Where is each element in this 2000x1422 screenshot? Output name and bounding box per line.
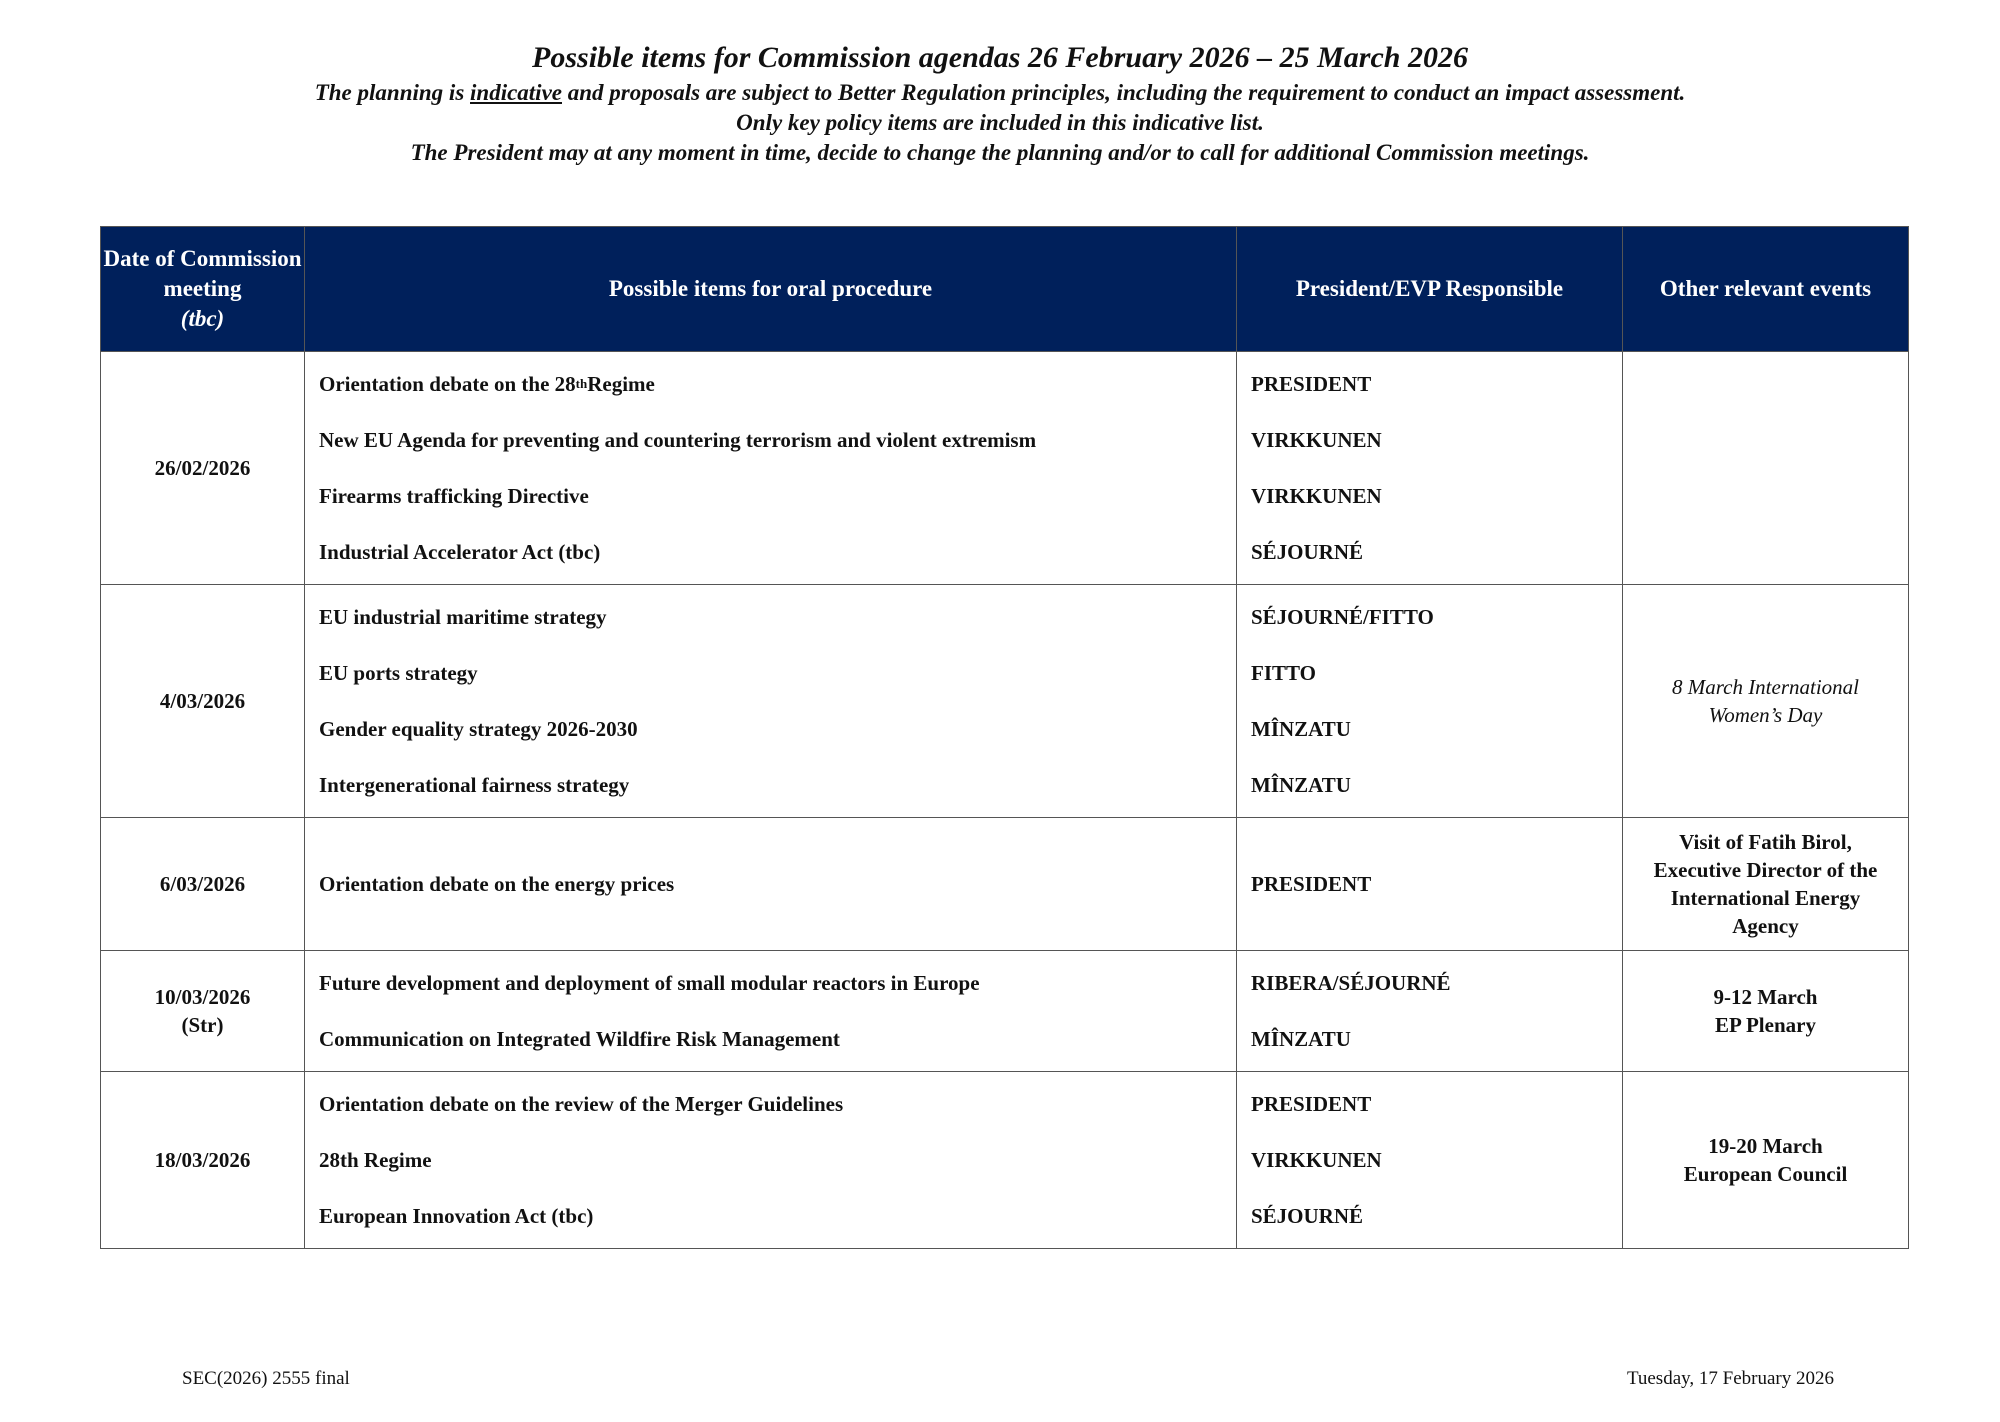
event-text: Agency <box>1732 914 1799 938</box>
agenda-item: Gender equality strategy 2026-2030 <box>319 716 638 741</box>
responsible-name: PRESIDENT <box>1251 371 1372 396</box>
items-cell <box>305 1072 1237 1249</box>
column-header-date-note: (tbc) <box>180 306 225 331</box>
agenda-item: EU industrial maritime strategy <box>319 604 607 629</box>
agenda-item-text-end: Regime <box>587 371 655 396</box>
column-header-date-label: Date of Commission meeting <box>103 246 302 301</box>
agenda-item: Orientation debate on the review of the Merger Guidelines <box>319 1091 844 1116</box>
agenda-item: 28th Regime <box>319 1147 432 1172</box>
document-header <box>0 38 2000 168</box>
key-items-note: Only key policy items are included in this indicative list. <box>736 110 1264 135</box>
event-text: 9-12 March <box>1713 985 1818 1009</box>
column-header-events: Other relevant events <box>1623 227 1909 352</box>
event-text: European Council <box>1683 1162 1848 1186</box>
responsible-name: VIRKKUNEN <box>1251 483 1382 508</box>
responsible-cell <box>1237 951 1623 1072</box>
agenda-item: EU ports strategy <box>319 660 478 685</box>
document-date: Tuesday, 17 February 2026 <box>1626 1368 1834 1389</box>
president-note: The President may at any moment in time, decide to change the planning and/or to call for additional Commission meetings. <box>410 140 1590 165</box>
meeting-date: 4/03/2026 <box>101 585 305 818</box>
responsible-cell <box>1237 818 1623 951</box>
items-cell <box>305 951 1237 1072</box>
responsible-name: VIRKKUNEN <box>1251 427 1382 452</box>
responsible-name: FITTO <box>1251 660 1316 685</box>
agenda-item: Communication on Integrated Wildfire Risk Management <box>319 1026 840 1051</box>
agenda-item-text: Orientation debate on the 28 <box>319 371 576 396</box>
table-row <box>101 1072 1909 1249</box>
event-text: International Energy <box>1670 886 1861 910</box>
event-text: Executive Director of the <box>1653 858 1878 882</box>
responsible-name: RIBERA/SÉJOURNÉ <box>1251 970 1451 995</box>
meeting-date: 10/03/2026 <box>154 985 251 1009</box>
event-cell <box>1623 1072 1909 1249</box>
agenda-item: Orientation debate on the energy prices <box>319 871 675 896</box>
column-header-responsible: President/EVP Responsible <box>1237 227 1623 352</box>
event-text: EP Plenary <box>1715 1013 1816 1037</box>
event-text: 19-20 March <box>1708 1134 1823 1158</box>
event-cell <box>1623 352 1909 585</box>
event-text: 8 March International <box>1671 675 1860 699</box>
event-cell <box>1623 585 1909 818</box>
agenda-item: European Innovation Act (tbc) <box>319 1203 594 1228</box>
agenda-item: New EU Agenda for preventing and countering terrorism and violent extremism <box>319 427 1037 452</box>
responsible-name: PRESIDENT <box>1251 1091 1372 1116</box>
responsible-name: SÉJOURNÉ <box>1251 539 1364 564</box>
responsible-name: PRESIDENT <box>1251 871 1372 896</box>
event-cell <box>1623 818 1909 951</box>
meeting-date: 6/03/2026 <box>101 818 305 951</box>
meeting-date-cell <box>101 951 305 1072</box>
responsible-cell <box>1237 585 1623 818</box>
agenda-item: Intergenerational fairness strategy <box>319 772 630 797</box>
agenda-item: Future development and deployment of small modular reactors in Europe <box>319 970 980 995</box>
responsible-cell <box>1237 1072 1623 1249</box>
planning-note-start: The planning is <box>314 80 471 105</box>
meeting-date: 26/02/2026 <box>101 352 305 585</box>
responsible-name: VIRKKUNEN <box>1251 1147 1382 1172</box>
table-header-row <box>101 227 1909 352</box>
responsible-name: MÎNZATU <box>1251 772 1351 797</box>
responsible-name: MÎNZATU <box>1251 1026 1351 1051</box>
responsible-cell <box>1237 352 1623 585</box>
planning-note <box>0 78 2000 108</box>
meeting-date: 18/03/2026 <box>101 1072 305 1249</box>
items-cell <box>305 818 1237 951</box>
document-reference: SEC(2026) 2555 final <box>182 1368 350 1389</box>
table-row <box>101 951 1909 1072</box>
column-header-date <box>101 227 305 352</box>
agenda-table <box>100 226 1909 1249</box>
responsible-name: SÉJOURNÉ <box>1251 1203 1364 1228</box>
responsible-name: MÎNZATU <box>1251 716 1351 741</box>
table-row <box>101 585 1909 818</box>
items-cell <box>305 352 1237 585</box>
document-title: Possible items for Commission agendas 26 February 2026 – 25 March 2026 <box>532 41 1468 74</box>
event-cell <box>1623 951 1909 1072</box>
responsible-name: SÉJOURNÉ/FITTO <box>1251 604 1434 629</box>
table-row <box>101 818 1909 951</box>
meeting-date-note: (Str) <box>181 1013 224 1037</box>
planning-note-underlined: indicative <box>470 80 562 105</box>
column-header-items: Possible items for oral procedure <box>305 227 1237 352</box>
table-row <box>101 352 1909 585</box>
planning-note-end: and proposals are subject to Better Regulation principles, including the requirement to conduct an impact assessment. <box>562 80 1686 105</box>
agenda-item: Industrial Accelerator Act (tbc) <box>319 539 601 564</box>
event-text: Women’s Day <box>1708 703 1823 727</box>
event-text: Visit of Fatih Birol, <box>1679 830 1852 854</box>
items-cell <box>305 585 1237 818</box>
agenda-item: Orientation debate on the 28 th Regime <box>319 371 655 396</box>
agenda-item: Firearms trafficking Directive <box>319 483 589 508</box>
